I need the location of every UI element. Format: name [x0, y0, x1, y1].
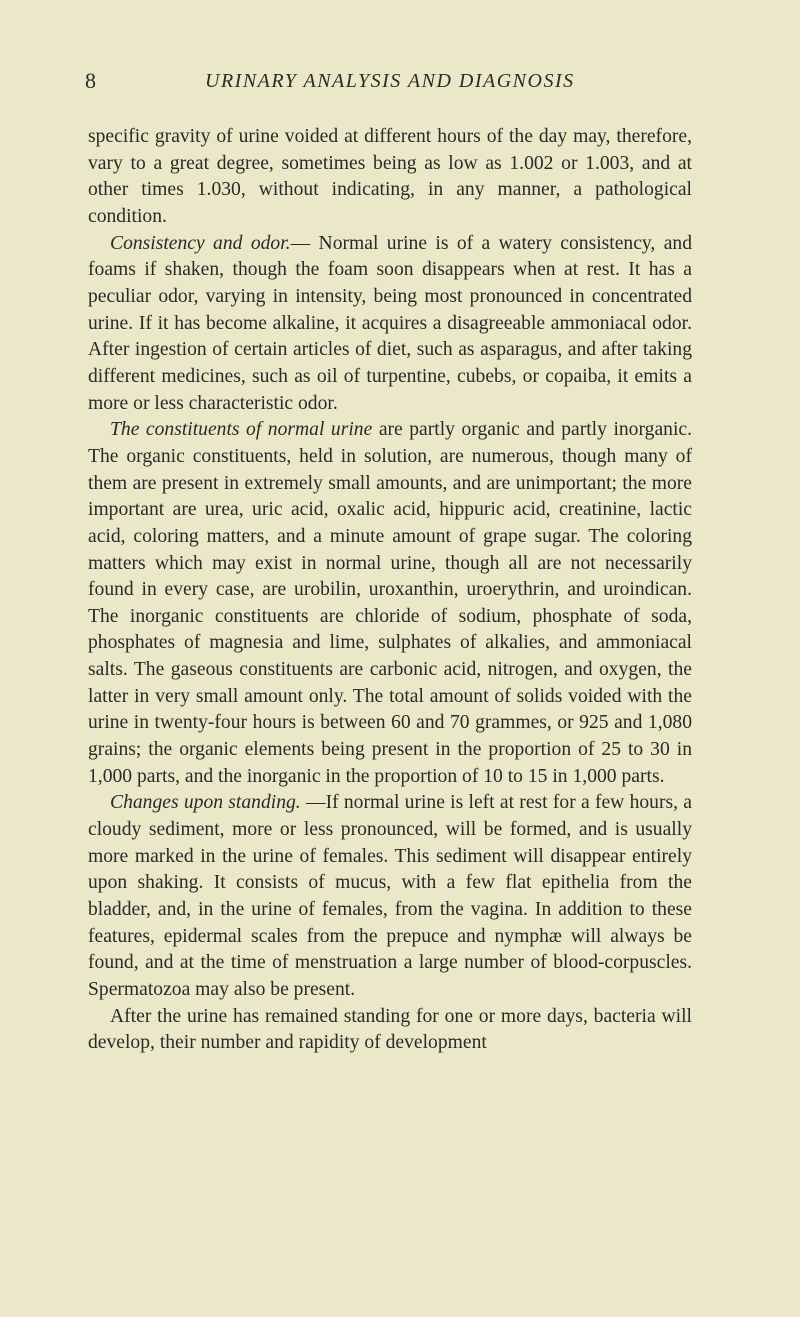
paragraph-changes-standing: [88, 790, 692, 1003]
body-text: [88, 124, 692, 1057]
paragraph-consistency-odor: [88, 231, 692, 418]
paragraph-text: — Normal urine is of a watery consistency, and foams if shaken, though the foam soon disappears when at rest. It has a peculiar odor, varying in intensity, being most pronounced in concentrated urine. If it has become alkaline, it acquires a disagreeable ammoniacal odor. After ingestion of certain articles of diet, such as asparagus, and after taking different medicines, such as oil of turpentine, cubebs, or copaiba, it emits a more or less characteristic odor.: [88, 232, 692, 414]
page-header: [85, 60, 705, 100]
paragraph-bacteria: [88, 1004, 692, 1057]
paragraph-text: are partly organic and partly inorganic. The organic constituents, held in solution, are numerous, though many of them are present in extremely small amounts, and are unimportant; the more important are urea, uric acid, oxalic acid, hippuric acid, creatinine, lactic acid, coloring matters, and a minute amount of grape sugar. The coloring matters which may exist in normal urine, though all are not necessarily found in every case, are urobilin, uroxanthin, uroerythrin, and uroindican. The inorganic constituents are chloride of sodium, phosphate of soda, phosphates of magnesia and lime, sulphates of alkalies, and ammoniacal salts. The gaseous constituents are carbonic acid, nitrogen, and oxygen, the latter in very small amount only. The total amount of solids voided with the urine in twenty-four hours is between 60 and 70 grammes, or 925 and 1,080 grains; the organic elements being present in the proportion of 25 to 30 in 1,000 parts, and the inorganic in the proportion of 10 to 15 in 1,000 parts.: [88, 419, 692, 787]
page-number: 8: [85, 68, 96, 93]
paragraph-text: —If normal urine is left at rest for a few hours, a cloudy sediment, more or less pronounced, will be formed, and is usually more marked in the urine of females. This sediment will disappear entirely upon shaking. It consists of mucus, with a few flat epithelia from the bladder, and, in the urine of females, from the vagina. In addition to these features, epidermal scales from the prepuce and nymphæ will always be found, and at the time of menstruation a large number of blood-corpuscles. Spermatozoa may also be present.: [88, 792, 692, 1000]
paragraph-constituents: [88, 417, 692, 790]
section-lead-consistency: Consistency and odor.: [110, 232, 291, 254]
section-lead-constituents: The constituents of normal urine: [110, 419, 373, 441]
paragraph-continuation: [88, 124, 692, 231]
running-title: URINARY ANALYSIS AND DIAGNOSIS: [205, 70, 575, 92]
section-lead-changes: Changes upon standing.: [110, 792, 301, 814]
paragraph-text: specific gravity of urine voided at different hours of the day may, therefore, vary to a great degree, sometimes being as low as 1.002 or 1.003, and at other times 1.030, without indicating, in any manner, a pathological condition.: [88, 126, 692, 227]
paragraph-text: After the urine has remained standing for one or more days, bacteria will develop, their number and rapidity of development: [88, 1005, 692, 1054]
